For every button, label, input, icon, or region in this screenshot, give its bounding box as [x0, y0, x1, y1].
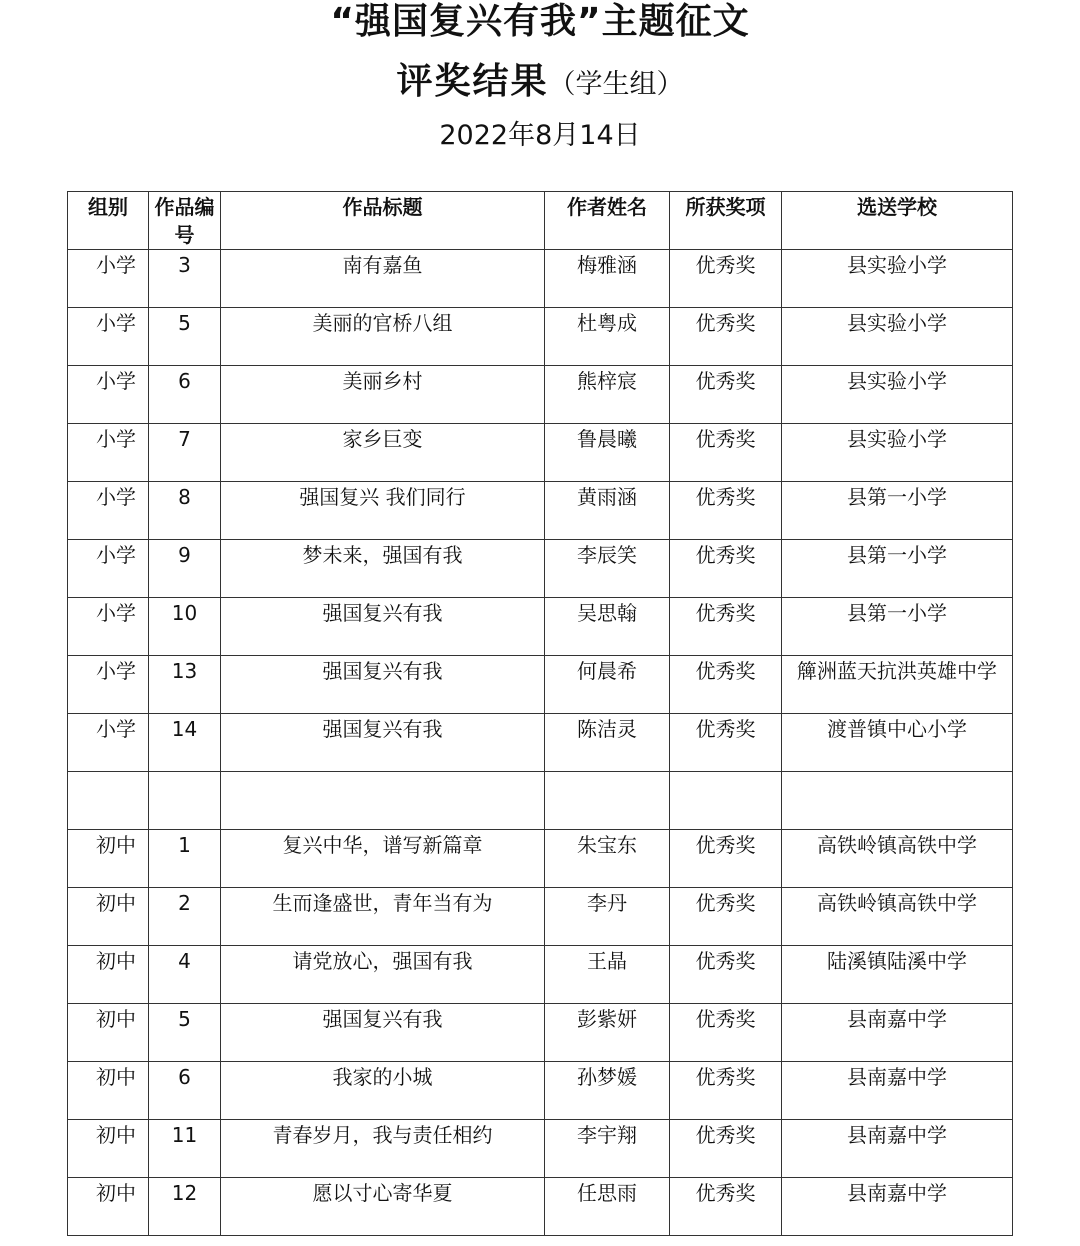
cell-group: 初中: [68, 1062, 149, 1120]
cell-group: 小学: [68, 250, 149, 308]
table-row: [68, 888, 1013, 946]
cell-author-name: 梅雅涵: [545, 250, 670, 308]
cell-work-title: 南有嘉鱼: [221, 250, 545, 308]
cell-school: 县实验小学: [782, 308, 1013, 366]
cell-work-title: 愿以寸心寄华夏: [221, 1178, 545, 1236]
cell-work-number: 3: [149, 250, 221, 308]
cell-work-title: 复兴中华，谱写新篇章: [221, 830, 545, 888]
table-header-row: [68, 192, 1013, 250]
cell-award: 优秀奖: [670, 540, 782, 598]
cell-work-number: 13: [149, 656, 221, 714]
cell-award: 优秀奖: [670, 424, 782, 482]
cell-work-number: 14: [149, 714, 221, 772]
cell-work-number: 9: [149, 540, 221, 598]
cell-school: [782, 772, 1013, 830]
document-date: 2022年8月14日: [439, 120, 641, 151]
table-row: [68, 1178, 1013, 1236]
cell-school: 县南嘉中学: [782, 1120, 1013, 1178]
cell-work-title: 强国复兴有我: [221, 714, 545, 772]
cell-award: 优秀奖: [670, 830, 782, 888]
cell-author-name: 熊梓宸: [545, 366, 670, 424]
cell-group: 初中: [68, 888, 149, 946]
cell-author-name: 李丹: [545, 888, 670, 946]
cell-school: 县实验小学: [782, 366, 1013, 424]
cell-group: 小学: [68, 714, 149, 772]
table-row: [68, 482, 1013, 540]
cell-work-title: 美丽的官桥八组: [221, 308, 545, 366]
cell-group: 小学: [68, 540, 149, 598]
cell-author-name: 黄雨涵: [545, 482, 670, 540]
subtitle-group: （学生组）: [548, 69, 684, 100]
table-row: [68, 1004, 1013, 1062]
cell-school: 县第一小学: [782, 540, 1013, 598]
cell-work-title: 生而逢盛世，青年当有为: [221, 888, 545, 946]
cell-school: 簰洲蓝天抗洪英雄中学: [782, 656, 1013, 714]
header-work-number: 作品编号: [149, 192, 221, 250]
cell-school: 县南嘉中学: [782, 1062, 1013, 1120]
cell-author-name: 李辰笑: [545, 540, 670, 598]
cell-work-title: 家乡巨变: [221, 424, 545, 482]
header-author-name: 作者姓名: [545, 192, 670, 250]
cell-group: 小学: [68, 308, 149, 366]
cell-work-title: 美丽乡村: [221, 366, 545, 424]
cell-author-name: 杜粤成: [545, 308, 670, 366]
cell-group: [68, 772, 149, 830]
cell-group: 小学: [68, 598, 149, 656]
header-school: 选送学校: [782, 192, 1013, 250]
cell-award: 优秀奖: [670, 250, 782, 308]
table-row: [68, 772, 1013, 830]
cell-award: 优秀奖: [670, 888, 782, 946]
header-group: 组别: [68, 192, 149, 250]
table-body: [68, 250, 1013, 1236]
cell-award: 优秀奖: [670, 1120, 782, 1178]
cell-group: 初中: [68, 1120, 149, 1178]
table-row: [68, 366, 1013, 424]
cell-school: 高铁岭镇高铁中学: [782, 888, 1013, 946]
cell-author-name: 陈洁灵: [545, 714, 670, 772]
cell-author-name: 彭紫妍: [545, 1004, 670, 1062]
cell-author-name: 李宇翔: [545, 1120, 670, 1178]
cell-work-number: 6: [149, 366, 221, 424]
cell-work-number: 6: [149, 1062, 221, 1120]
cell-work-title: 请党放心，强国有我: [221, 946, 545, 1004]
cell-school: 渡普镇中心小学: [782, 714, 1013, 772]
cell-work-title: 强国复兴有我: [221, 1004, 545, 1062]
cell-work-number: 11: [149, 1120, 221, 1178]
cell-work-number: 5: [149, 308, 221, 366]
header-work-title: 作品标题: [221, 192, 545, 250]
cell-award: 优秀奖: [670, 656, 782, 714]
cell-work-number: 4: [149, 946, 221, 1004]
cell-school: 县实验小学: [782, 250, 1013, 308]
cell-author-name: [545, 772, 670, 830]
cell-work-title: 青春岁月，我与责任相约: [221, 1120, 545, 1178]
subtitle-main: 评奖结果: [396, 61, 549, 102]
cell-award: 优秀奖: [670, 1062, 782, 1120]
cell-award: 优秀奖: [670, 946, 782, 1004]
cell-school: 县实验小学: [782, 424, 1013, 482]
cell-work-title: [221, 772, 545, 830]
cell-work-number: 2: [149, 888, 221, 946]
cell-work-number: 7: [149, 424, 221, 482]
cell-work-title: 强国复兴有我: [221, 598, 545, 656]
table-row: [68, 946, 1013, 1004]
cell-group: 小学: [68, 424, 149, 482]
cell-school: 县第一小学: [782, 598, 1013, 656]
cell-author-name: 吴思翰: [545, 598, 670, 656]
cell-school: 县南嘉中学: [782, 1178, 1013, 1236]
cell-author-name: 何晨希: [545, 656, 670, 714]
table-row: [68, 1120, 1013, 1178]
cell-work-number: 12: [149, 1178, 221, 1236]
cell-award: 优秀奖: [670, 1004, 782, 1062]
cell-group: 小学: [68, 656, 149, 714]
document-title: “强国复兴有我”主题征文: [330, 1, 750, 42]
cell-work-number: 8: [149, 482, 221, 540]
table-row: [68, 1062, 1013, 1120]
cell-work-title: 强国复兴有我: [221, 656, 545, 714]
cell-award: 优秀奖: [670, 598, 782, 656]
cell-award: 优秀奖: [670, 714, 782, 772]
cell-author-name: 任思雨: [545, 1178, 670, 1236]
table-row: [68, 656, 1013, 714]
header-award: 所获奖项: [670, 192, 782, 250]
table-row: [68, 424, 1013, 482]
cell-work-title: 梦未来，强国有我: [221, 540, 545, 598]
cell-author-name: 鲁晨曦: [545, 424, 670, 482]
cell-award: 优秀奖: [670, 482, 782, 540]
document-subtitle: [0, 58, 1080, 112]
cell-work-number: 1: [149, 830, 221, 888]
table-row: [68, 714, 1013, 772]
cell-work-title: 强国复兴 我们同行: [221, 482, 545, 540]
cell-work-title: 我家的小城: [221, 1062, 545, 1120]
cell-group: 初中: [68, 1004, 149, 1062]
cell-group: 小学: [68, 482, 149, 540]
table-row: [68, 598, 1013, 656]
cell-author-name: 王晶: [545, 946, 670, 1004]
cell-group: 初中: [68, 946, 149, 1004]
cell-author-name: 孙梦媛: [545, 1062, 670, 1120]
table-row: [68, 250, 1013, 308]
cell-school: 县第一小学: [782, 482, 1013, 540]
table-row: [68, 308, 1013, 366]
cell-group: 小学: [68, 366, 149, 424]
cell-work-number: 10: [149, 598, 221, 656]
cell-group: 初中: [68, 830, 149, 888]
table-row: [68, 540, 1013, 598]
cell-work-number: [149, 772, 221, 830]
cell-award: [670, 772, 782, 830]
cell-work-number: 5: [149, 1004, 221, 1062]
cell-author-name: 朱宝东: [545, 830, 670, 888]
cell-school: 县南嘉中学: [782, 1004, 1013, 1062]
cell-award: 优秀奖: [670, 366, 782, 424]
table-row: [68, 830, 1013, 888]
cell-award: 优秀奖: [670, 308, 782, 366]
results-table: [67, 191, 1013, 1236]
cell-award: 优秀奖: [670, 1178, 782, 1236]
cell-group: 初中: [68, 1178, 149, 1236]
cell-school: 陆溪镇陆溪中学: [782, 946, 1013, 1004]
cell-school: 高铁岭镇高铁中学: [782, 830, 1013, 888]
